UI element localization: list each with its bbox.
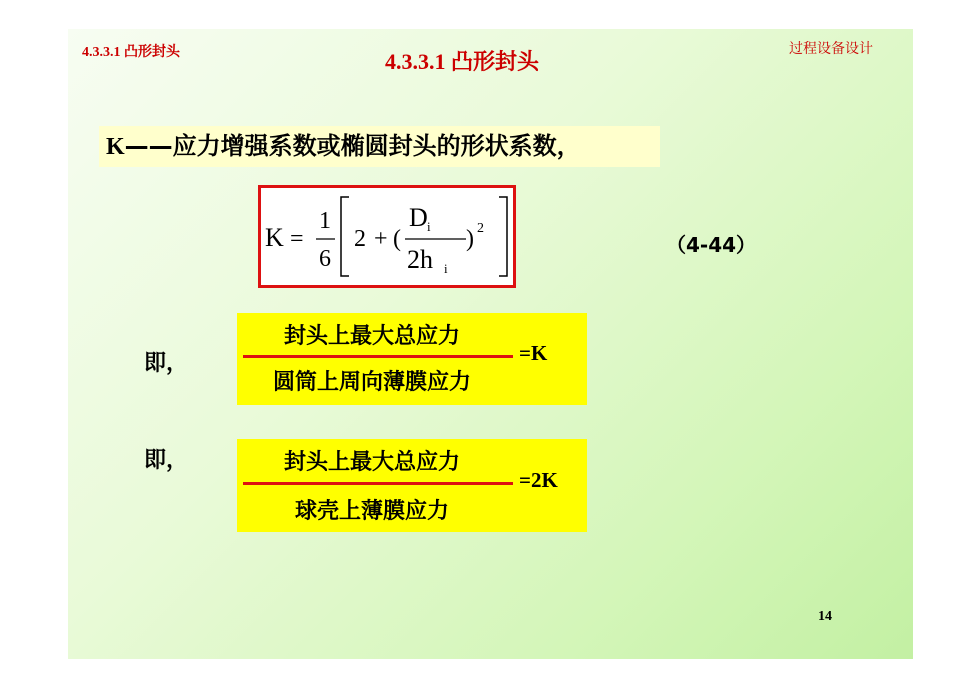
- formula-plus: +: [374, 226, 388, 252]
- ratio2-prefix: 即，: [144, 448, 189, 473]
- ratio1-block: [237, 313, 587, 405]
- ratio1-denominator: 圆筒上周向薄膜应力: [272, 370, 471, 395]
- equation-number: （4-44）: [666, 233, 757, 257]
- page-number: 14: [818, 609, 832, 624]
- ratio1-numerator: 封头上最大总应力: [283, 324, 460, 349]
- ratio2-denominator: 球壳上薄膜应力: [294, 499, 449, 524]
- ratio2-block: [237, 439, 587, 532]
- section-label: 4.3.3.1 凸形封头: [82, 45, 180, 60]
- formula-inner-num: D: [409, 203, 428, 232]
- formula-exponent: 2: [477, 221, 484, 236]
- formula-frac-num: 1: [319, 208, 331, 234]
- formula-svg: [261, 188, 513, 285]
- formula-open-paren: (: [393, 226, 401, 252]
- ratio2-result: =2K: [519, 468, 558, 492]
- formula-equals: =: [290, 226, 304, 252]
- definition-line: [99, 126, 660, 167]
- ratio2-fraction-bar: [243, 482, 513, 485]
- ratio1-prefix: 即，: [144, 351, 189, 376]
- formula-two: 2: [354, 226, 366, 252]
- formula-lhs: K: [265, 223, 284, 252]
- definition-text: ——应力增强系数或椭圆封头的形状系数，: [124, 132, 581, 160]
- slide: [68, 29, 913, 659]
- formula-box: [258, 185, 516, 288]
- course-title: 过程设备设计: [789, 41, 873, 57]
- right-bracket: [499, 197, 507, 276]
- formula-inner-den-sub: i: [444, 261, 448, 276]
- definition-symbol: K: [106, 134, 125, 160]
- formula-inner-den: 2h: [407, 245, 433, 274]
- formula-inner-num-sub: i: [427, 219, 431, 234]
- ratio1-fraction-bar: [243, 355, 513, 358]
- formula-close-paren: ): [466, 226, 474, 252]
- ratio2-numerator: 封头上最大总应力: [283, 450, 460, 475]
- ratio1-result: =K: [519, 341, 548, 365]
- left-bracket: [341, 197, 349, 276]
- formula-frac-den: 6: [319, 246, 331, 272]
- slide-title: 4.3.3.1 凸形封头: [385, 49, 540, 74]
